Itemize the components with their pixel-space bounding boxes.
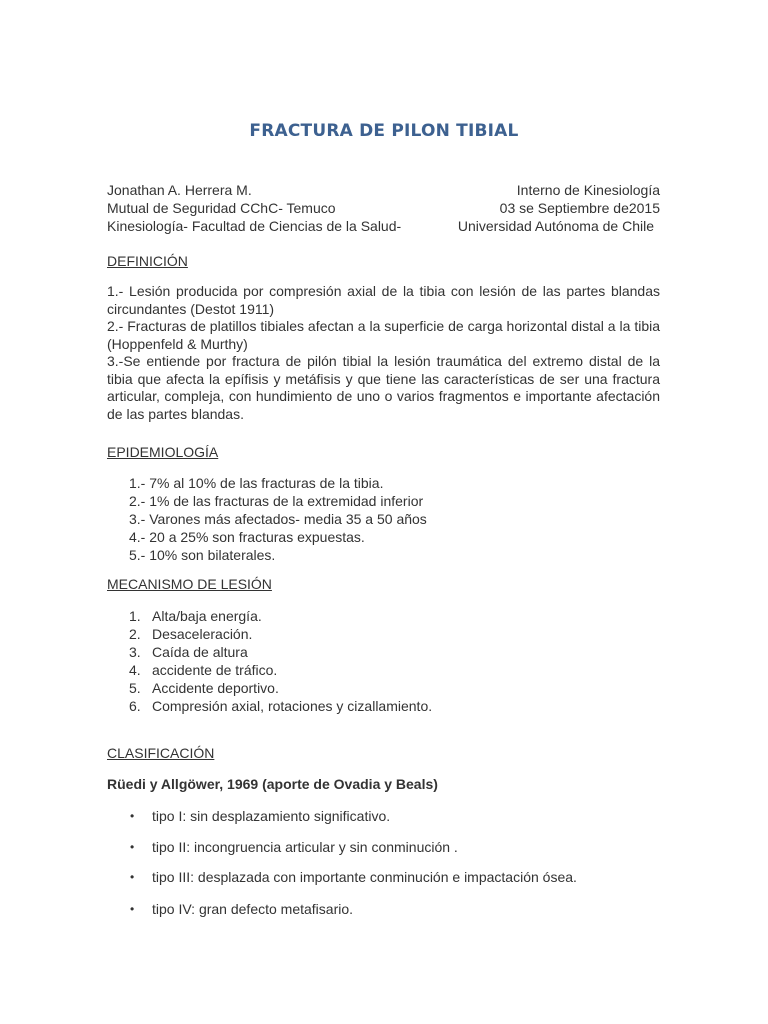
list-number: 5.: [129, 680, 141, 696]
bullet-icon: •: [130, 840, 135, 854]
list-number: 2.: [129, 626, 141, 642]
faculty-name: Kinesiología- Facultad de Ciencias de la Salud-: [107, 218, 402, 234]
definicion-paragraph: 1.- Lesión producida por compresión axial de la tibia con lesión de las partes blandas circundantes (Destot 1911): [107, 283, 660, 317]
epidemiologia-item: 1.- 7% al 10% de las fracturas de la tibia.: [129, 475, 384, 491]
university-name: Universidad Autónoma de Chile: [457, 218, 654, 234]
section-heading-epidemiologia: EPIDEMIOLOGÍA: [107, 444, 219, 460]
list-text: tipo IV: gran defecto metafisario.: [152, 901, 354, 917]
epidemiologia-item: 4.- 20 a 25% son fracturas expuestas.: [129, 529, 365, 545]
definicion-paragraph: 3.-Se entiende por fractura de pilón tibial la lesión traumática del extremo distal de la tibia que afecta la epífisis y metáfisis y que tiene las características de ser una fractura articular, compleja, con hundimiento de uno o varios fragmentos e importante afectación de las partes blandas.: [107, 353, 660, 422]
list-number: 4.: [129, 662, 141, 678]
definicion-paragraph: 2.- Fracturas de platillos tibiales afectan a la superficie de carga horizontal distal a la tibia (Hoppenfeld & Murthy): [107, 318, 660, 352]
epidemiologia-item: 2.- 1% de las fracturas de la extremidad inferior: [129, 493, 424, 509]
section-heading-clasificacion: CLASIFICACIÓN: [107, 745, 215, 761]
document-date: 03 se Septiembre de2015: [499, 200, 660, 216]
list-number: 1.: [129, 608, 141, 624]
list-text: Desaceleración.: [152, 626, 253, 642]
bullet-icon: •: [130, 809, 135, 823]
list-text: tipo I: sin desplazamiento significativo.: [152, 808, 391, 824]
epidemiologia-item: 3.- Varones más afectados- media 35 a 50 años: [129, 511, 427, 527]
section-heading-definicion: DEFINICIÓN: [107, 253, 188, 269]
list-text: Caída de altura: [152, 644, 248, 660]
list-text: tipo III: desplazada con importante conminución e impactación ósea.: [152, 869, 577, 885]
list-text: tipo II: incongruencia articular y sin conminución .: [152, 839, 458, 855]
list-text: Alta/baja energía.: [152, 608, 262, 624]
classification-subheading: Rüedi y Allgöwer, 1969 (aporte de Ovadia y Beals): [107, 776, 438, 792]
epidemiologia-item: 5.- 10% son bilaterales.: [129, 547, 276, 563]
definicion-body: [107, 283, 660, 423]
section-heading-mecanismo: MECANISMO DE LESIÓN: [107, 576, 272, 592]
bullet-icon: •: [130, 902, 135, 916]
list-text: Accidente deportivo.: [152, 680, 279, 696]
list-number: 3.: [129, 644, 141, 660]
list-number: 6.: [129, 698, 141, 714]
bullet-icon: •: [130, 870, 135, 884]
list-text: accidente de tráfico.: [152, 662, 278, 678]
author-role: Interno de Kinesiología: [516, 182, 660, 198]
document-title: FRACTURA DE PILON TIBIAL: [249, 121, 519, 141]
author-name: Jonathan A. Herrera M.: [107, 182, 252, 198]
institution-name: Mutual de Seguridad CChC- Temuco: [107, 200, 336, 216]
list-text: Compresión axial, rotaciones y cizallamiento.: [152, 698, 433, 714]
